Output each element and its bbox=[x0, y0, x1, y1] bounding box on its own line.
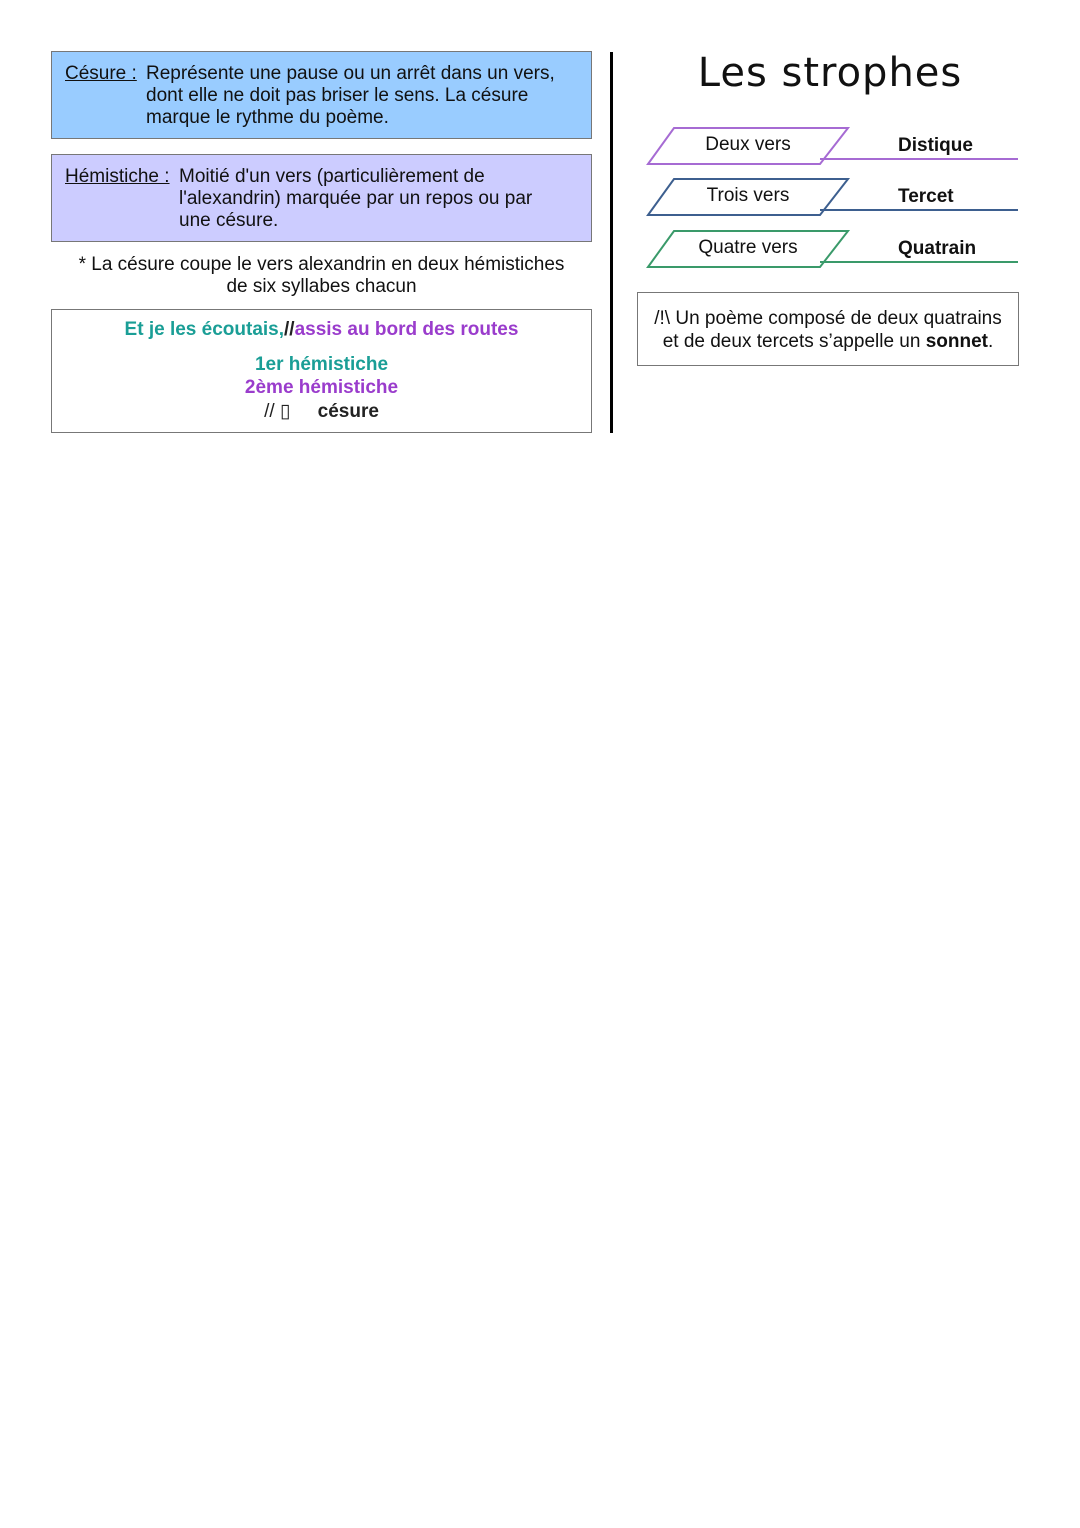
legend-cesure-symbol: // ▯ bbox=[264, 401, 291, 422]
strophe-distique-label: Deux vers bbox=[705, 134, 791, 155]
note-line-2: de six syllabes chacun bbox=[226, 276, 417, 297]
verse-first-hemistiche: Et je les écoutais, bbox=[124, 319, 285, 340]
hemistiche-term: Hémistiche : bbox=[65, 166, 170, 187]
strophes-title: Les strophes bbox=[697, 50, 963, 96]
cesure-term: Césure : bbox=[65, 63, 137, 84]
column-divider bbox=[610, 52, 613, 433]
strophe-quatrain-label: Quatre vers bbox=[698, 237, 798, 258]
sonnet-note-box bbox=[637, 292, 1019, 366]
sonnet-line-2-text: et de deux tercets s’appelle un bbox=[662, 331, 921, 352]
legend-cesure bbox=[52, 400, 591, 423]
verse-cesure-mark: // bbox=[284, 319, 295, 340]
cesure-line-3: marque le rythme du poème. bbox=[146, 107, 389, 128]
example-verse-box bbox=[51, 309, 592, 433]
cesure-line-1: Représente une pause ou un arrêt dans un vers, bbox=[146, 63, 555, 84]
legend-first-hemistiche: 1er hémistiche bbox=[254, 354, 389, 375]
strophe-quatrain-name: Quatrain bbox=[898, 238, 977, 259]
legend-cesure-label: césure bbox=[317, 401, 379, 422]
strophe-tercet bbox=[646, 178, 1022, 218]
strophe-distique bbox=[646, 127, 1022, 167]
strophe-distique-name: Distique bbox=[898, 135, 973, 156]
sonnet-line-end: . bbox=[988, 331, 994, 352]
hemistiche-line-3: une césure. bbox=[179, 210, 279, 231]
strophe-tercet-name: Tercet bbox=[898, 186, 954, 207]
cesure-line-2: dont elle ne doit pas briser le sens. La césure bbox=[146, 85, 529, 106]
cesure-definition-text bbox=[146, 63, 586, 129]
legend-second-hemistiche: 2ème hémistiche bbox=[244, 377, 399, 398]
hemistiche-line-2: l'alexandrin) marquée par un repos ou par bbox=[179, 188, 533, 209]
cesure-definition-box bbox=[51, 51, 592, 139]
note-line-1: * La césure coupe le vers alexandrin en deux hémistiches bbox=[78, 254, 565, 275]
sonnet-line-2 bbox=[638, 330, 1018, 353]
sonnet-line-1: /!\ Un poème composé de deux quatrains bbox=[654, 308, 1002, 329]
sonnet-note bbox=[638, 307, 1018, 353]
verse-second-hemistiche: assis au bord des routes bbox=[294, 319, 519, 340]
sonnet-term: sonnet bbox=[925, 331, 988, 352]
hemistiche-line-1: Moitié d'un vers (particulièrement de bbox=[179, 166, 485, 187]
example-verse bbox=[52, 319, 591, 341]
strophe-quatrain bbox=[646, 230, 1022, 270]
strophe-tercet-label: Trois vers bbox=[706, 185, 790, 206]
hemistiche-definition-text bbox=[179, 166, 584, 232]
hemistiche-definition-box bbox=[51, 154, 592, 242]
cesure-note bbox=[51, 254, 592, 298]
